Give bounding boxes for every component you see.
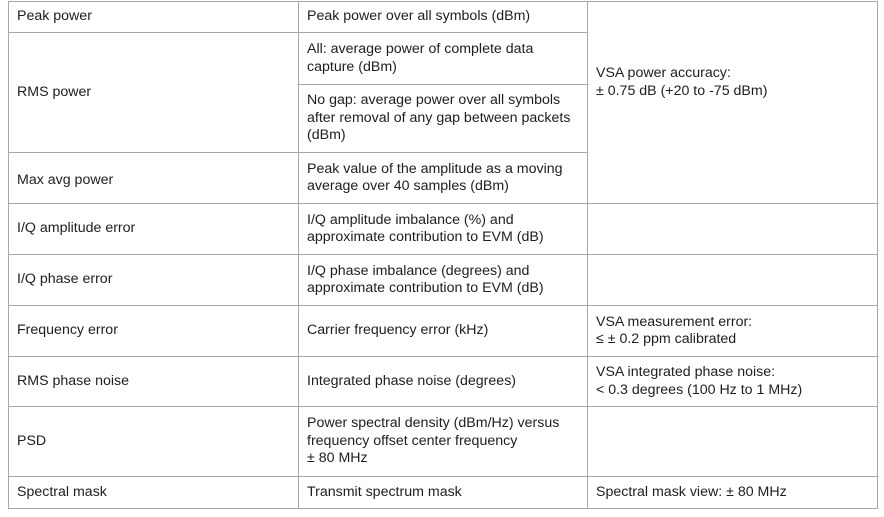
description-cell: I/Q phase imbalance (degrees) and approximate contribution to EVM (dB) xyxy=(299,255,588,306)
table-row xyxy=(9,407,878,477)
description-cell: Carrier frequency error (kHz) xyxy=(299,306,588,357)
description-cell: Peak power over all symbols (dBm) xyxy=(299,2,588,33)
parameter-cell: I/Q phase error xyxy=(9,255,299,306)
spec-table xyxy=(8,1,878,509)
table-row xyxy=(9,357,878,407)
accuracy-cell: VSA measurement error: ≤ ± 0.2 ppm calibrated xyxy=(588,306,878,357)
table-row xyxy=(9,2,878,33)
parameter-cell: Frequency error xyxy=(9,306,299,357)
accuracy-cell: Spectral mask view: ± 80 MHz xyxy=(588,477,878,509)
accuracy-cell xyxy=(588,255,878,306)
table-row xyxy=(9,477,878,509)
description-cell: All: average power of complete data capture (dBm) xyxy=(299,33,588,85)
description-cell: I/Q amplitude imbalance (%) and approximate contribution to EVM (dB) xyxy=(299,204,588,255)
parameter-cell: Spectral mask xyxy=(9,477,299,509)
parameter-cell: Peak power xyxy=(9,2,299,33)
accuracy-cell: VSA integrated phase noise: < 0.3 degrees (100 Hz to 1 MHz) xyxy=(588,357,878,407)
description-cell: Power spectral density (dBm/Hz) versus frequency offset center frequency ± 80 MHz xyxy=(299,407,588,477)
parameter-cell: I/Q amplitude error xyxy=(9,204,299,255)
table-row xyxy=(9,204,878,255)
description-cell: No gap: average power over all symbols after removal of any gap between packets (dBm) xyxy=(299,85,588,153)
table-row xyxy=(9,255,878,306)
parameter-cell: RMS power xyxy=(9,33,299,153)
description-cell: Peak value of the amplitude as a moving average over 40 samples (dBm) xyxy=(299,153,588,204)
accuracy-cell xyxy=(588,407,878,477)
table-row xyxy=(9,306,878,357)
accuracy-cell xyxy=(588,204,878,255)
description-cell: Transmit spectrum mask xyxy=(299,477,588,509)
power-accuracy-cell: VSA power accuracy: ± 0.75 dB (+20 to -75 dBm) xyxy=(588,2,878,204)
description-cell: Integrated phase noise (degrees) xyxy=(299,357,588,407)
parameter-cell: RMS phase noise xyxy=(9,357,299,407)
parameter-cell: Max avg power xyxy=(9,153,299,204)
parameter-cell: PSD xyxy=(9,407,299,477)
